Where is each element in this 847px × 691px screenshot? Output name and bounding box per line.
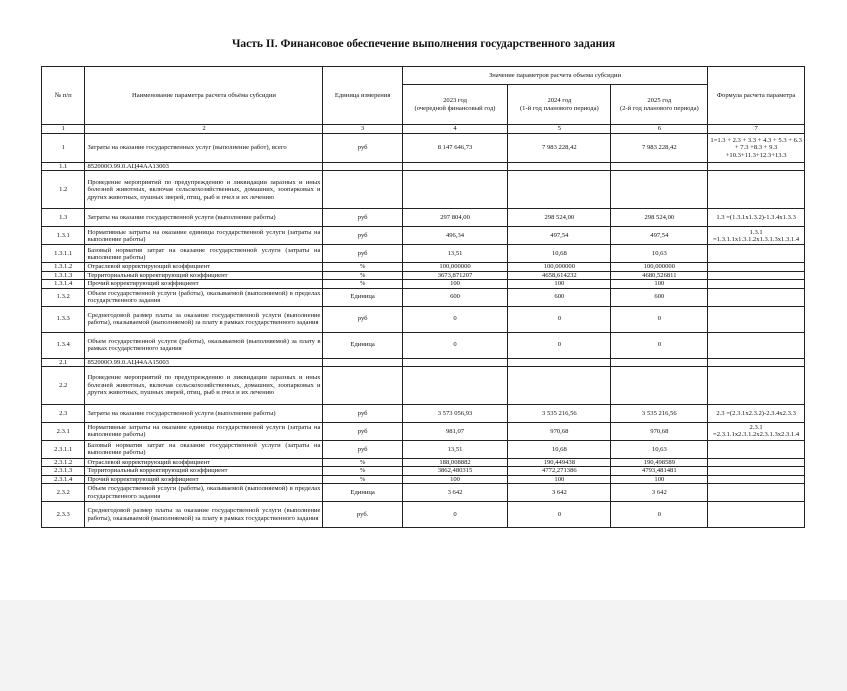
row-value-2023: 0 [402,502,507,528]
row-formula [708,332,805,358]
row-formula: 2.3 =(2.3.1х2.3.2)-2.3.4х2.3.3 [708,404,805,422]
row-value-2025: 100 [611,475,708,483]
row-formula: 1=1.3 + 2.3 + 3.3 + 4.3 + 5.3 + 6.3 + 7.3 +8.3 + 9.3 +10.3+11.3+12.3+13.3 [708,134,805,163]
table-row [42,263,805,271]
row-param-name: Объем государственной услуги (работы), оказываемой (выполняемой) в пределах государственного задания [85,288,323,306]
row-value-2025: 7 983 228,42 [611,134,708,163]
row-value-2025 [611,171,708,209]
row-formula [708,358,805,366]
row-param-name: Проведение мероприятий по предупреждению и ликвидации заразных и иных болезней животных, включая сельскохозяйственных, домашних, зоопарковых и других животных, пушных зверей, птиц, рыб и пчел и их лечению [85,366,323,404]
row-value-2024: 100 [508,280,611,288]
row-value-2024: 0 [508,502,611,528]
row-value-2023: 3 573 056,93 [402,404,507,422]
row-unit: руб [323,306,402,332]
row-value-2024: 600 [508,288,611,306]
row-unit: Единица [323,288,402,306]
section-title: Часть II. Финансовое обеспечение выполнения государственного задания [231,38,616,50]
table-row [42,280,805,288]
header-formula: Формула расчета параметра [708,67,805,125]
row-value-2024: 10,68 [508,440,611,458]
row-number: 1 [42,134,85,163]
row-value-2024: 298 524,00 [508,209,611,227]
header-year-2023: 2023 год (очередной финансовый год) [402,85,507,125]
row-formula [708,440,805,458]
row-formula [708,467,805,475]
row-value-2023: 100 [402,475,507,483]
row-number: 2.1 [42,358,85,366]
page-background [0,600,847,691]
row-value-2025: 970,68 [611,422,708,440]
table-row [42,404,805,422]
row-param-name: Объем государственной услуги (работы), оказываемой (выполняемой) за плату в рамках государственного задания [85,332,323,358]
row-value-2023: 3 642 [402,484,507,502]
row-value-2023: 600 [402,288,507,306]
row-param-name: Объем государственной услуги (работы), оказываемой (выполняемой) в пределах государственного задания [85,484,323,502]
row-number: 2.3.1.2 [42,458,85,466]
table-row [42,502,805,528]
row-number: 1.3.1.4 [42,280,85,288]
row-number: 2.3.1 [42,422,85,440]
header-year-2024: 2024 год (1-й год планового периода) [508,85,611,125]
row-number: 1.3.1.3 [42,271,85,279]
row-number: 1.3.1.1 [42,245,85,263]
table-row [42,440,805,458]
row-value-2024 [508,163,611,171]
row-formula: 1.3.1 =1.3.1.1х1.3.1.2х1.3.1.3х1.3.1.4 [708,227,805,245]
table-row [42,245,805,263]
row-param-name: Затраты на оказание государственной услуги (выполнение работы) [85,404,323,422]
row-number: 2.3 [42,404,85,422]
row-unit: руб. [323,502,402,528]
row-value-2025 [611,163,708,171]
row-number: 2.3.1.4 [42,475,85,483]
row-unit [323,171,402,209]
row-unit: руб [323,440,402,458]
row-param-name: 852000О.99.0.АЦ44АА15003 [85,358,323,366]
row-value-2023 [402,366,507,404]
row-value-2025: 4793,481481 [611,467,708,475]
row-number: 2.2 [42,366,85,404]
row-value-2023: 496,34 [402,227,507,245]
row-number: 1.3 [42,209,85,227]
row-param-name: Затраты на оказание государственных услуг (выполнение работ), всего [85,134,323,163]
row-value-2025: 190,498589 [611,458,708,466]
row-value-2023: 981,07 [402,422,507,440]
header-param: Наименование параметра расчета объёма субсидии [85,67,323,125]
row-param-name: Отраслевой корректирующий коэффициент [85,263,323,271]
row-formula [708,306,805,332]
row-number: 1.3.1 [42,227,85,245]
colnum-6: 6 [611,125,708,134]
row-value-2025: 100 [611,280,708,288]
row-formula [708,484,805,502]
colnum-4: 4 [402,125,507,134]
row-unit: руб [323,227,402,245]
table-row [42,458,805,466]
row-unit: Единица [323,484,402,502]
row-value-2025: 100,000000 [611,263,708,271]
row-value-2024: 7 983 228,42 [508,134,611,163]
row-unit [323,358,402,366]
row-unit: % [323,271,402,279]
row-unit [323,366,402,404]
row-value-2023: 3673,871207 [402,271,507,279]
row-unit: руб [323,245,402,263]
row-value-2023: 297 804,00 [402,209,507,227]
row-formula [708,171,805,209]
row-value-2023: 100 [402,280,507,288]
row-formula [708,458,805,466]
row-value-2024: 190,449438 [508,458,611,466]
row-value-2025: 4680,526811 [611,271,708,279]
row-unit: руб [323,134,402,163]
row-value-2025: 0 [611,502,708,528]
row-value-2023 [402,163,507,171]
row-number: 1.3.3 [42,306,85,332]
row-value-2024: 4772,271386 [508,467,611,475]
header-values-group: Значение параметров расчета объема субсидии [402,67,707,85]
row-value-2023: 3862,480315 [402,467,507,475]
row-formula [708,475,805,483]
row-value-2023: 0 [402,332,507,358]
row-param-name: Среднегодовой размер платы за оказание государственной услуги (выполнение работы), оказываемой (выполняемой) за плату в рамках государственного задания [85,306,323,332]
row-value-2023: 13,51 [402,440,507,458]
row-unit: % [323,467,402,475]
row-value-2025: 0 [611,306,708,332]
row-value-2025: 10,63 [611,440,708,458]
row-value-2025: 600 [611,288,708,306]
row-formula [708,271,805,279]
row-formula [708,502,805,528]
row-param-name: Отраслевой корректирующий коэффициент [85,458,323,466]
row-value-2023 [402,358,507,366]
header-year-2025: 2025 год (2-й год планового периода) [611,85,708,125]
row-unit: % [323,458,402,466]
row-value-2024: 4658,614232 [508,271,611,279]
table-row [42,306,805,332]
row-value-2024 [508,171,611,209]
row-value-2025: 10,63 [611,245,708,263]
row-number: 2.3.1.1 [42,440,85,458]
row-param-name: Среднегодовой размер платы за оказание государственной услуги (выполнение работы), оказываемой (выполняемой) за плату в рамках государственного задания [85,502,323,528]
table-row [42,171,805,209]
row-number: 1.3.4 [42,332,85,358]
row-value-2024 [508,366,611,404]
row-formula: 1.3 =(1.3.1х1.3.2)-1.3.4х1.3.3 [708,209,805,227]
colnum-1: 1 [42,125,85,134]
row-param-name: Территориальный корректирующий коэффициент [85,271,323,279]
table-row [42,358,805,366]
row-formula [708,163,805,171]
colnum-2: 2 [85,125,323,134]
row-param-name: Прочий корректирующий коэффициент [85,475,323,483]
row-unit: % [323,280,402,288]
row-number: 1.2 [42,171,85,209]
row-value-2025: 3 535 216,56 [611,404,708,422]
row-value-2024: 0 [508,306,611,332]
table-row [42,366,805,404]
row-value-2023: 188,008882 [402,458,507,466]
table-row [42,271,805,279]
table-row [42,227,805,245]
colnum-3: 3 [323,125,402,134]
table-row [42,209,805,227]
row-param-name: Проведение мероприятий по предупреждению и ликвидации заразных и иных болезней животных, включая сельскохозяйственных, домашних, зоопарковых и других животных, пушных зверей, птиц, рыб и пчел и их лечению [85,171,323,209]
row-value-2024: 100 [508,475,611,483]
row-value-2024: 970,68 [508,422,611,440]
row-param-name: Территориальный корректирующий коэффициент [85,467,323,475]
row-unit: % [323,263,402,271]
row-value-2023: 13,51 [402,245,507,263]
row-value-2025 [611,358,708,366]
row-value-2023: 8 147 646,73 [402,134,507,163]
row-unit: % [323,475,402,483]
row-unit: руб [323,422,402,440]
row-value-2024: 3 535 216,56 [508,404,611,422]
row-formula: 2.3.1 =2.3.1.1х2.3.1.2х2.3.1.3х2.3.1.4 [708,422,805,440]
row-number: 2.3.2 [42,484,85,502]
table-row [42,288,805,306]
subsidy-table [41,66,805,528]
row-value-2025 [611,366,708,404]
row-value-2024: 100,000000 [508,263,611,271]
row-param-name: Базовый норматив затрат на оказание государственной услуги (затраты на выполнение работы) [85,440,323,458]
row-value-2025: 3 642 [611,484,708,502]
table-row [42,332,805,358]
row-formula [708,280,805,288]
header-num: № п/п [42,67,85,125]
row-value-2025: 497,54 [611,227,708,245]
row-value-2025: 298 524,00 [611,209,708,227]
table-row [42,422,805,440]
row-value-2024: 3 642 [508,484,611,502]
table-row [42,484,805,502]
row-formula [708,245,805,263]
row-number: 1.1 [42,163,85,171]
row-unit: руб [323,209,402,227]
row-unit [323,163,402,171]
row-param-name: Нормативные затраты на оказание единицы государственной услуги (затраты на выполнение работы) [85,422,323,440]
row-value-2023: 100,000000 [402,263,507,271]
row-param-name: Нормативные затраты на оказание единицы государственной услуги (затраты на выполнение работы) [85,227,323,245]
row-number: 1.3.1.2 [42,263,85,271]
row-value-2023 [402,171,507,209]
row-value-2024 [508,358,611,366]
row-param-name: Затраты на оказание государственной услуги (выполнение работы) [85,209,323,227]
row-number: 2.3.3 [42,502,85,528]
row-unit: Единица [323,332,402,358]
row-value-2024: 497,54 [508,227,611,245]
row-formula [708,288,805,306]
row-value-2023: 0 [402,306,507,332]
row-param-name: Базовый норматив затрат на оказание государственной услуги (затраты на выполнение работы) [85,245,323,263]
table-row [42,467,805,475]
row-param-name: 852000О.99.0.АЦ44АА13003 [85,163,323,171]
colnum-5: 5 [508,125,611,134]
row-unit: руб [323,404,402,422]
row-formula [708,366,805,404]
row-param-name: Прочий корректирующий коэффициент [85,280,323,288]
row-number: 1.3.2 [42,288,85,306]
table-row [42,163,805,171]
header-unit: Единица измерения [323,67,402,125]
row-value-2024: 10,68 [508,245,611,263]
colnum-7: 7 [708,125,805,134]
row-number: 2.3.1.3 [42,467,85,475]
table-row [42,475,805,483]
row-value-2025: 0 [611,332,708,358]
row-value-2024: 0 [508,332,611,358]
row-formula [708,263,805,271]
table-row [42,134,805,163]
